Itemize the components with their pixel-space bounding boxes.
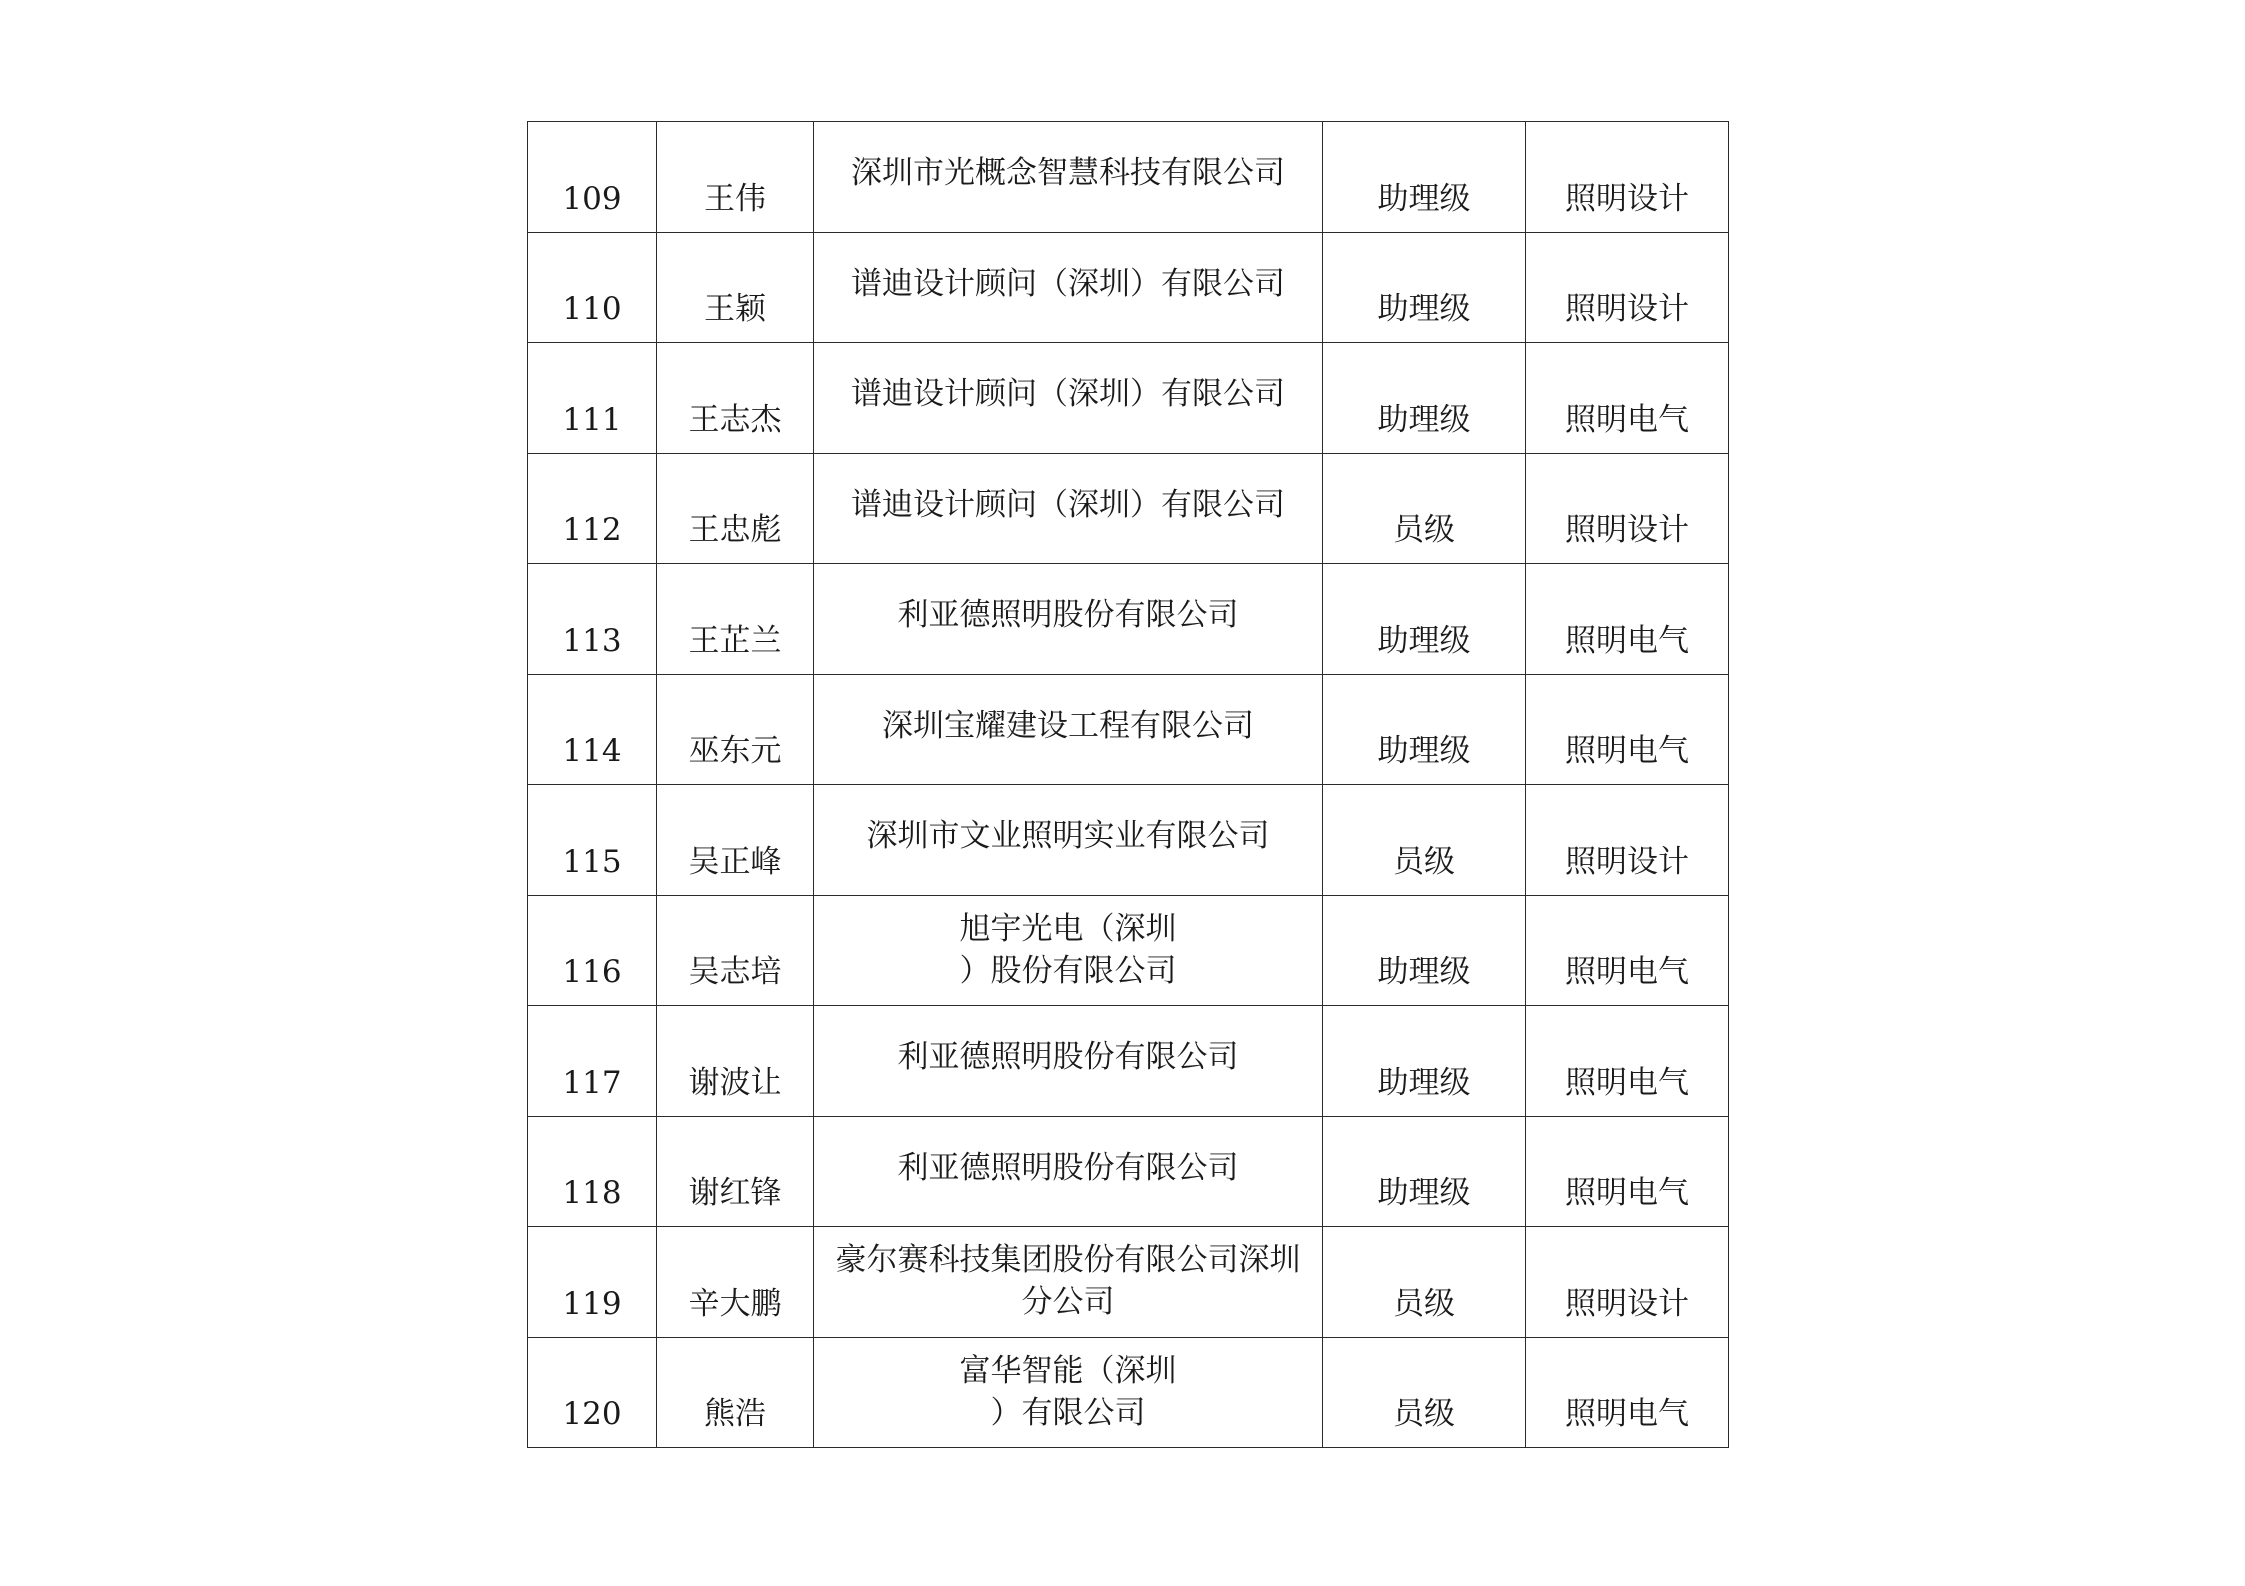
company-text: 利亚德照明股份有限公司	[897, 1039, 1239, 1075]
specialty: 照明电气	[1526, 564, 1729, 675]
company-name	[814, 1116, 1323, 1227]
person-name: 王志杰	[657, 343, 814, 454]
level: 员级	[1323, 1337, 1526, 1448]
row-number: 118	[528, 1116, 657, 1227]
table-row	[528, 785, 1729, 896]
level: 助理级	[1323, 343, 1526, 454]
specialty: 照明电气	[1526, 343, 1729, 454]
table-row	[528, 232, 1729, 343]
specialty: 照明电气	[1526, 1006, 1729, 1117]
specialty: 照明电气	[1526, 1337, 1729, 1448]
person-name: 王颖	[657, 232, 814, 343]
specialty: 照明设计	[1526, 232, 1729, 343]
table-row	[528, 1227, 1729, 1338]
row-number: 114	[528, 674, 657, 785]
company-name	[814, 564, 1323, 675]
level: 助理级	[1323, 564, 1526, 675]
person-name: 谢波让	[657, 1006, 814, 1117]
company-name	[814, 453, 1323, 564]
company-name	[814, 232, 1323, 343]
level: 助理级	[1323, 232, 1526, 343]
row-number: 110	[528, 232, 657, 343]
table-row	[528, 1116, 1729, 1227]
personnel-table	[527, 121, 1729, 1448]
table-row	[528, 453, 1729, 564]
table-row	[528, 564, 1729, 675]
row-number: 119	[528, 1227, 657, 1338]
company-text: 利亚德照明股份有限公司	[897, 1149, 1239, 1186]
company-name	[814, 785, 1323, 896]
specialty: 照明设计	[1526, 122, 1729, 233]
table-row	[528, 1337, 1729, 1448]
level: 员级	[1323, 1227, 1526, 1338]
person-name: 王芷兰	[657, 564, 814, 675]
company-text: 谱迪设计顾问（深圳）有限公司	[851, 265, 1285, 302]
person-name: 吴志培	[657, 895, 814, 1006]
table-row	[528, 343, 1729, 454]
level: 员级	[1323, 785, 1526, 896]
row-number: 113	[528, 564, 657, 675]
specialty: 照明设计	[1526, 1227, 1729, 1338]
person-name: 辛大鹏	[657, 1227, 814, 1338]
level: 助理级	[1323, 1006, 1526, 1117]
company-text: 谱迪设计顾问（深圳）有限公司	[851, 376, 1285, 412]
company-name	[814, 895, 1323, 1006]
row-number: 115	[528, 785, 657, 896]
specialty: 照明设计	[1526, 785, 1729, 896]
company-text: 豪尔赛科技集团股份有限公司深圳 分公司	[835, 1242, 1301, 1320]
person-name: 巫东元	[657, 674, 814, 785]
specialty: 照明电气	[1526, 895, 1729, 1006]
person-name: 王伟	[657, 122, 814, 233]
row-number: 109	[528, 122, 657, 233]
row-number: 117	[528, 1006, 657, 1117]
person-name: 熊浩	[657, 1337, 814, 1448]
company-text: 旭宇光电（深圳 ）股份有限公司	[959, 910, 1177, 989]
level: 员级	[1323, 453, 1526, 564]
table-row	[528, 122, 1729, 233]
row-number: 120	[528, 1337, 657, 1448]
level: 助理级	[1323, 895, 1526, 1006]
company-text: 深圳市光概念智慧科技有限公司	[851, 155, 1285, 191]
table-row	[528, 674, 1729, 785]
level: 助理级	[1323, 1116, 1526, 1227]
person-name: 谢红锋	[657, 1116, 814, 1227]
company-text: 谱迪设计顾问（深圳）有限公司	[851, 486, 1285, 523]
company-name	[814, 1337, 1323, 1448]
company-name	[814, 1006, 1323, 1117]
company-name	[814, 122, 1323, 233]
row-number: 111	[528, 343, 657, 454]
company-text: 深圳市文业照明实业有限公司	[866, 818, 1270, 854]
level: 助理级	[1323, 122, 1526, 233]
company-name	[814, 674, 1323, 785]
company-text: 利亚德照明股份有限公司	[897, 597, 1239, 633]
table-row	[528, 895, 1729, 1006]
specialty: 照明设计	[1526, 453, 1729, 564]
specialty: 照明电气	[1526, 674, 1729, 785]
company-text: 深圳宝耀建设工程有限公司	[882, 707, 1254, 744]
person-name: 吴正峰	[657, 785, 814, 896]
person-name: 王忠彪	[657, 453, 814, 564]
specialty: 照明电气	[1526, 1116, 1729, 1227]
level: 助理级	[1323, 674, 1526, 785]
row-number: 116	[528, 895, 657, 1006]
company-text: 富华智能（深圳 ）有限公司	[959, 1352, 1177, 1431]
row-number: 112	[528, 453, 657, 564]
table-row	[528, 1006, 1729, 1117]
company-name	[814, 343, 1323, 454]
company-name	[814, 1227, 1323, 1338]
